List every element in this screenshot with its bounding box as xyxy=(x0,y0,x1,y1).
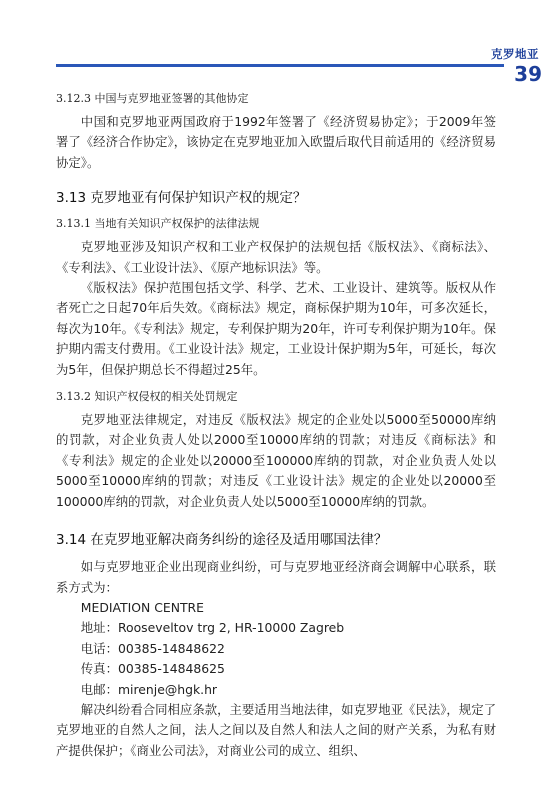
paragraph-ip-laws: 克罗地亚涉及知识产权和工业产权保护的法规包括《版权法》、《商标法》、《专利法》、《工业设计法》、《原产地标识法》等。 xyxy=(56,239,496,275)
contact-phone: 电话：00385-14848622 xyxy=(80,640,225,656)
subsection-heading-3-13-2: 3.13.2 知识产权侵权的相关处罚规定 xyxy=(56,390,238,404)
subsection-heading-3-13-1: 3.13.1 当地有关知识产权保护的法律法规 xyxy=(56,217,260,231)
paragraph-applicable-law: 解决纠纷看合同相应条款，主要适用当地法律，如克罗地亚《民法》，规定了克罗地亚的自然人之间，法人之间以及自然人和法人之间的财产关系，为私有财产提供保护；《商业公司法》，对商业公司的成立、组织、 xyxy=(56,701,496,758)
section-heading-3-14: 3.14 在克罗地亚解决商务纠纷的途径及适用哪国法律？ xyxy=(56,532,388,549)
page-content xyxy=(56,90,496,761)
paragraph-dispute-intro: 如与克罗地亚企业出现商业纠纷，可与克罗地亚经济商会调解中心联系，联系方式为： xyxy=(56,559,496,595)
contact-name: MEDIATION CENTRE xyxy=(80,599,204,615)
running-header-country: 克罗地亚 xyxy=(491,47,539,61)
section-heading-3-13: 3.13 克罗地亚有何保护知识产权的规定？ xyxy=(56,190,307,207)
subsection-heading-3-12-3: 3.12.3 中国与克罗地亚签署的其他协定 xyxy=(56,92,249,105)
contact-email: 电邮：mirenje@hgk.hr xyxy=(80,681,218,697)
contact-address: 地址：Rooseveltov trg 2, HR-10000 Zagreb xyxy=(80,620,345,636)
contact-fax: 传真：00385-14848625 xyxy=(80,661,225,677)
paragraph-other-agreements: 中国和克罗地亚两国政府于1992年签署了《经济贸易协定》；于2009年签署了《经济合作协定》，该协定在克罗地亚加入欧盟后取代目前适用的《经济贸易协定》。 xyxy=(56,114,496,170)
paragraph-ip-terms: 《版权法》保护范围包括文学、科学、艺术、工业设计、建筑等。版权从作者死亡之日起70年后失效。《商标法》规定，商标保护期为10年，可多次延长，每次为10年。《专利法》规定，专利保护期为20年，许可专利保护期为10年。保护期内需支付费用。《工业设计法》规定，工业设计保护期为5年，可延长，每次为5年，但保护期总长不得超过25年。 xyxy=(56,280,496,377)
paragraph-ip-penalties: 克罗地亚法律规定，对违反《版权法》规定的企业处以5000至50000库纳的罚款，对企业负责人处以2000至10000库纳的罚款；对违反《商标法》和《专利法》规定的企业处以20000至100000库纳的罚款，对企业负责人处以5000至10000库纳的罚款；对违反《工业设计法》规定的企业处以20000至100000库纳的罚款，对企业负责人处以5000至10000库纳的罚款。 xyxy=(56,412,496,509)
page-number: 39 xyxy=(514,62,542,86)
header-rule xyxy=(56,64,504,67)
